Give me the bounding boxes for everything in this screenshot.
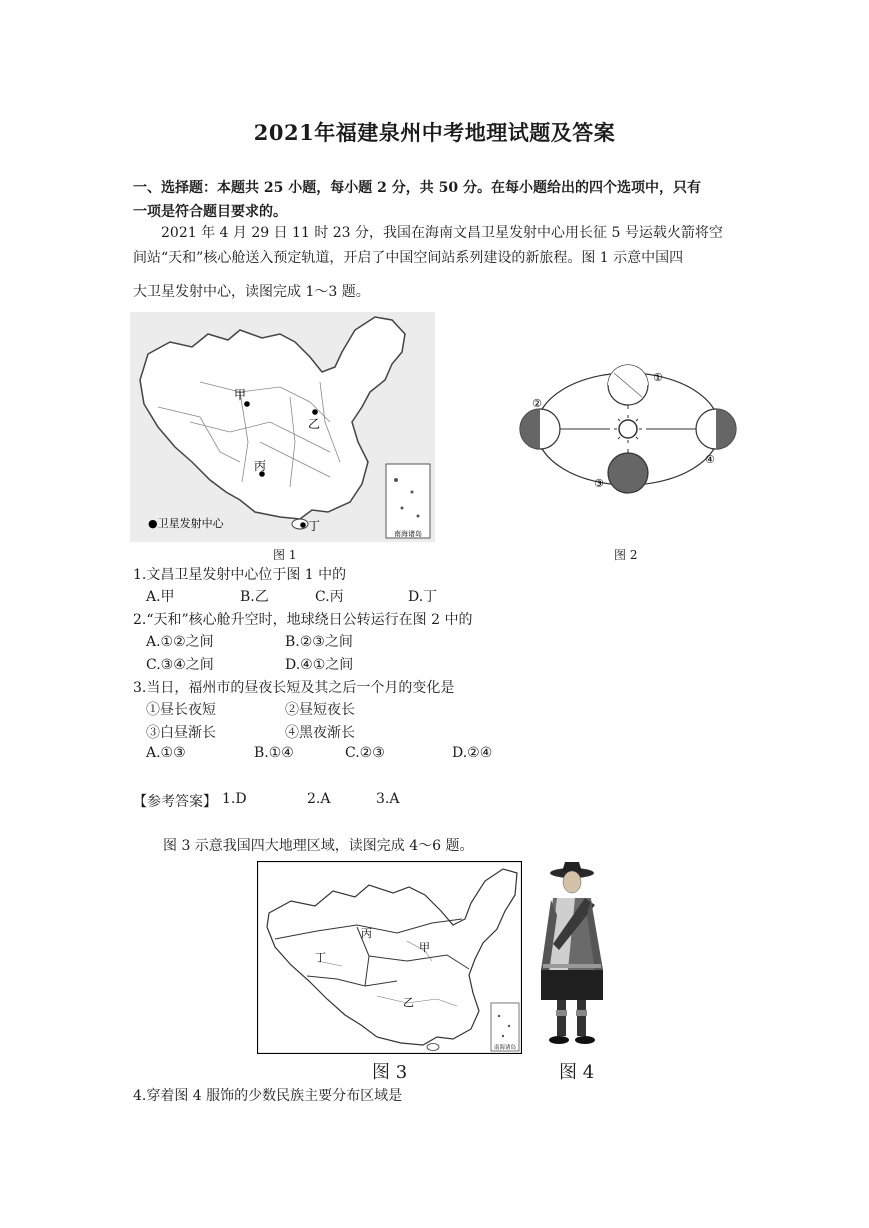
fig3-label-ding: 丁 xyxy=(315,951,326,964)
q3-option-d: D.②④ xyxy=(452,745,493,761)
right-leg xyxy=(577,1000,586,1036)
q2-stem: 2.“天和”核心舱升空时，地球绕日公转运行在图 2 中的 xyxy=(133,612,473,628)
hat-crown xyxy=(562,862,582,872)
q3-item-3: ③白昼渐长 xyxy=(146,725,216,741)
fig1-label-bing: 丙 xyxy=(254,459,267,473)
q1-option-b: B.乙 xyxy=(240,589,269,605)
intro-line3: 大卫星发射中心，读图完成 1～3 题。 xyxy=(133,284,370,300)
q3-item-2: ②昼短夜长 xyxy=(285,702,355,718)
fig3-inset-label: 南海诸岛 xyxy=(493,1045,517,1051)
q2-option-b: B.②③之间 xyxy=(285,634,353,650)
fig1-inset-label: 南海诸岛 xyxy=(394,530,422,538)
q1-option-c: C.丙 xyxy=(315,589,344,605)
site-jia-dot xyxy=(244,401,250,407)
right-boot xyxy=(575,1036,595,1044)
fig1-label-jia: 甲 xyxy=(234,388,247,402)
q3-stem: 3.当日，福州市的昼夜长短及其之后一个月的变化是 xyxy=(133,680,455,696)
q2-option-c: C.③④之间 xyxy=(146,657,214,673)
site-yi-dot xyxy=(312,409,318,415)
fig2-pos4-label: ④ xyxy=(705,453,715,466)
answer-2: 2.A xyxy=(307,791,331,807)
fig1-label-yi: 乙 xyxy=(308,417,321,431)
face xyxy=(563,871,581,893)
figure2-orbit xyxy=(510,355,750,495)
q4-stem: 4.穿着图 4 服饰的少数民族主要分布区域是 xyxy=(133,1088,403,1104)
intro2: 图 3 示意我国四大地理区域，读图完成 4～6 题。 xyxy=(163,838,474,854)
q3-option-b: B.①④ xyxy=(254,745,294,761)
intro-line2: 间站“天和”核心舱送入预定轨道，开启了中国空间站系列建设的新旅程。图 1 示意中国四 xyxy=(133,250,684,266)
q3-item-1: ①昼长夜短 xyxy=(146,702,216,718)
site-ding-dot xyxy=(300,522,306,528)
intro-line1: 2021 年 4 月 29 日 11 时 23 分，我国在海南文昌卫星发射中心用长征 5 号运载火箭将空 xyxy=(161,225,723,241)
fig1-label-ding: 丁 xyxy=(308,519,321,533)
q1-stem: 1.文昌卫星发射中心位于图 1 中的 xyxy=(133,567,347,583)
figure4-caption: 图 4 xyxy=(559,1062,595,1083)
fig3-label-jia: 甲 xyxy=(419,941,430,954)
fig3-inset xyxy=(491,1003,519,1051)
figure3-caption: 图 3 xyxy=(372,1062,408,1083)
figure1-map xyxy=(130,312,435,542)
figure1-caption: 图 1 xyxy=(273,548,297,562)
page-title: 2021年福建泉州中考地理试题及答案 xyxy=(253,120,616,145)
answer-label: 【参考答案】 xyxy=(133,794,217,810)
figure4-photo xyxy=(527,860,617,1054)
q3-option-a: A.①③ xyxy=(146,745,186,761)
robe-hem xyxy=(541,970,603,1000)
q1-option-d: D.丁 xyxy=(408,589,438,605)
fig2-pos1-label: ① xyxy=(653,371,663,384)
left-leg xyxy=(557,1000,566,1036)
q2-option-d: D.④①之间 xyxy=(285,657,354,673)
fig3-label-bing: 丙 xyxy=(361,927,372,940)
q2-option-a: A.①②之间 xyxy=(146,634,214,650)
sun-icon xyxy=(619,420,637,438)
section-heading-line2: 一项是符合题目要求的。 xyxy=(133,204,287,220)
fig1-legend: ●卫星发射中心 xyxy=(148,517,224,530)
figure2-caption: 图 2 xyxy=(614,548,638,562)
fig3-label-yi: 乙 xyxy=(403,996,414,1009)
earth-pos3 xyxy=(608,453,648,493)
section-heading-line1: 一、选择题：本题共 25 小题，每小题 2 分，共 50 分。在每小题给出的四个选项中，只有 xyxy=(133,180,701,196)
fig2-pos3-label: ③ xyxy=(594,477,604,490)
figure3-map xyxy=(257,861,522,1054)
q3-item-4: ④黑夜渐长 xyxy=(285,725,355,741)
south-sea-inset xyxy=(386,464,430,538)
left-boot xyxy=(549,1036,569,1044)
fig2-pos2-label: ② xyxy=(532,397,542,410)
answer-3: 3.A xyxy=(376,791,400,807)
q3-option-c: C.②③ xyxy=(345,745,385,761)
answer-1: 1.D xyxy=(222,791,247,807)
q1-option-a: A.甲 xyxy=(146,589,175,605)
